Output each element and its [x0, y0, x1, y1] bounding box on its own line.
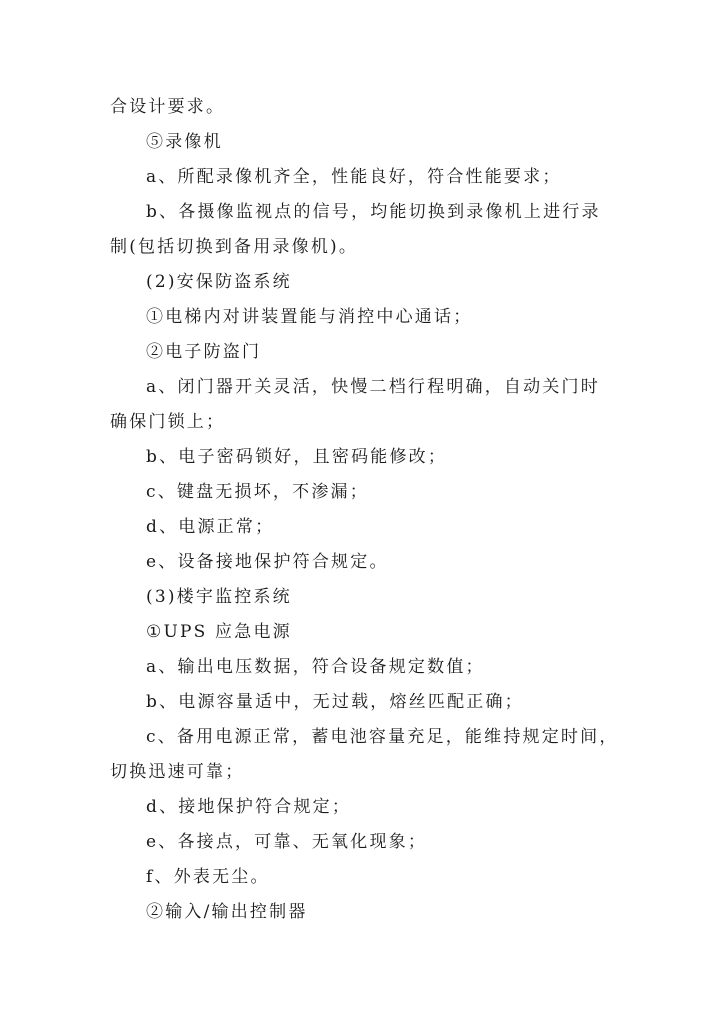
text-line: (3)楼宇监控系统 [146, 587, 292, 607]
text-line: f、外表无尘。 [146, 867, 270, 887]
text-line: d、电源正常； [146, 517, 275, 537]
text-line: 制(包括切换到备用录像机)。 [110, 237, 359, 257]
text-line: a、闭门器开关灵活，快慢二档行程明确，自动关门时 [146, 377, 600, 397]
text-line: ①UPS 应急电源 [146, 622, 292, 642]
text-line: c、键盘无损坏，不渗漏； [146, 482, 369, 502]
text-line: 切换迅速可靠； [110, 762, 245, 782]
text-line: 确保门锁上； [110, 412, 226, 432]
text-line: b、各摄像监视点的信号，均能切换到录像机上进行录 [146, 202, 601, 222]
text-line: e、各接点，可靠、无氧化现象； [146, 832, 428, 852]
text-line: c、备用电源正常，蓄电池容量充足，能维持规定时间， [146, 727, 619, 747]
text-line: a、输出电压数据，符合设备规定数值； [146, 657, 485, 677]
text-line: a、所配录像机齐全，性能良好，符合性能要求； [146, 167, 562, 187]
text-line: b、电源容量适中，无过载，熔丝匹配正确； [146, 692, 524, 712]
text-line: 合设计要求。 [110, 97, 226, 117]
text-line: (2)安保防盗系统 [146, 272, 292, 292]
text-line: b、电子密码锁好，且密码能修改； [146, 447, 448, 467]
text-line: ①电梯内对讲装置能与消控中心通话； [146, 307, 473, 327]
text-line: ②电子防盗门 [146, 342, 262, 362]
text-line: d、接地保护符合规定； [146, 797, 352, 817]
text-line: ⑤录像机 [146, 132, 223, 152]
text-line: e、设备接地保护符合规定。 [146, 552, 389, 572]
text-line: ②输入/输出控制器 [146, 902, 308, 922]
